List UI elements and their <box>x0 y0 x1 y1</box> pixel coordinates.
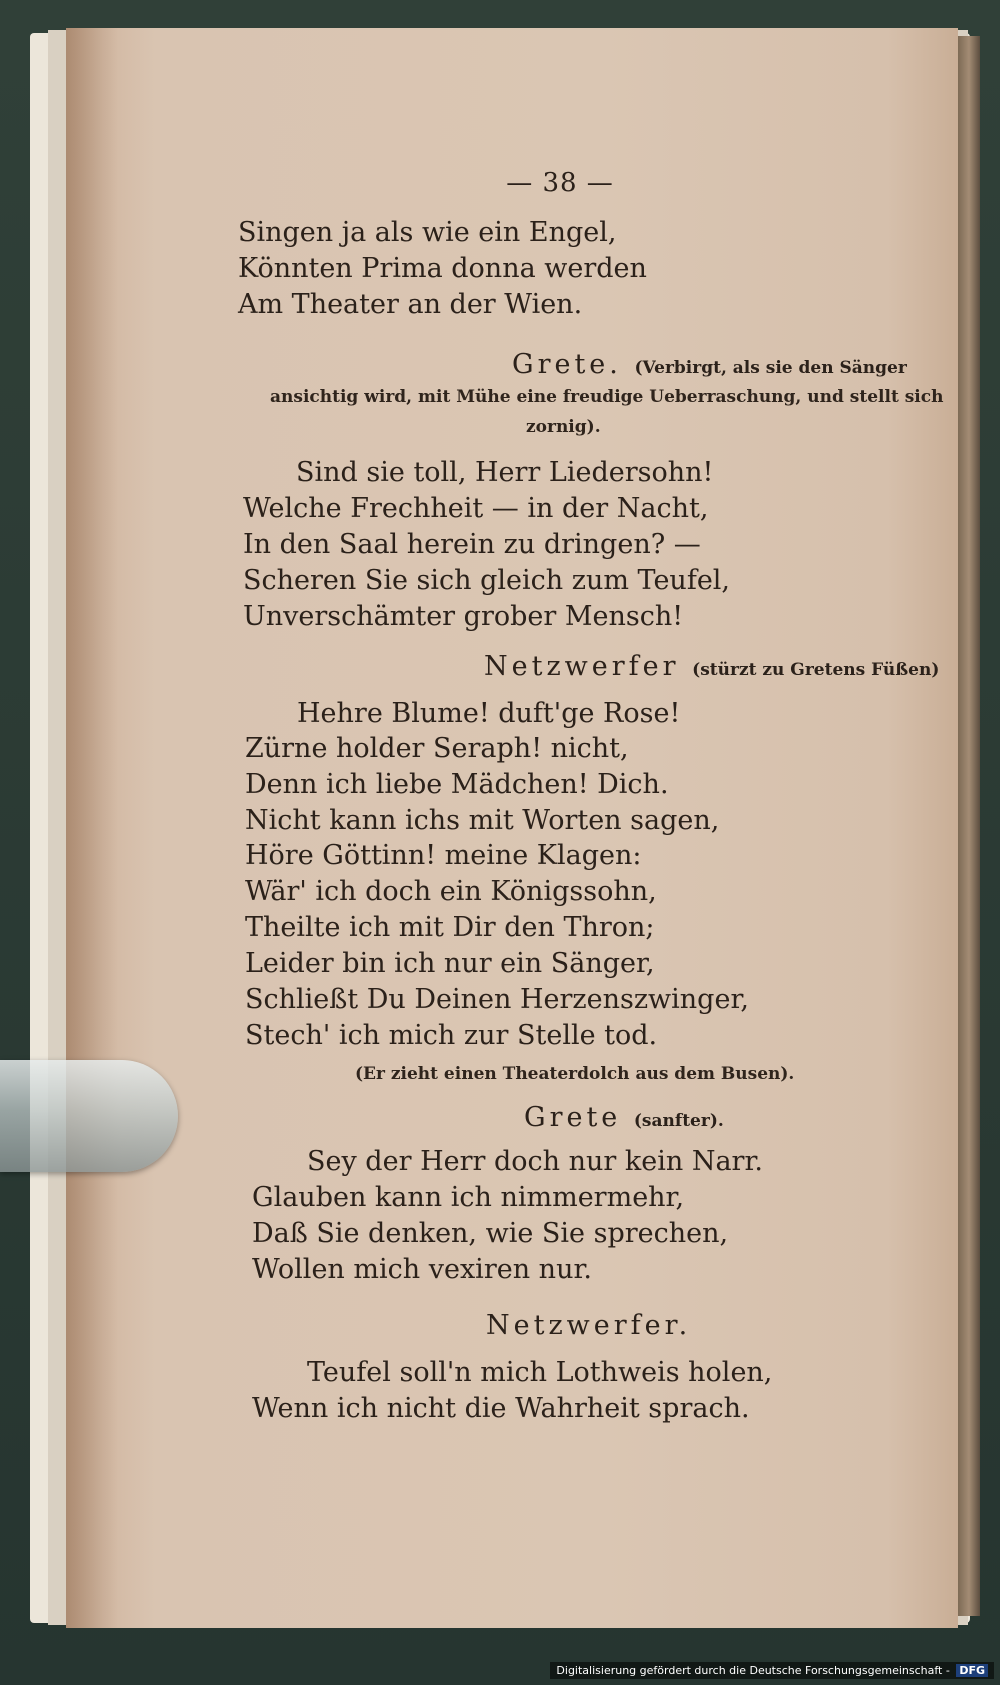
verse-line: Sey der Herr doch nur kein Narr. <box>307 1146 763 1177</box>
verse-line: Zürne holder Seraph! nicht, <box>245 733 629 764</box>
verse-line: Am Theater an der Wien. <box>238 289 583 320</box>
speaker-netzwerfer <box>484 651 939 682</box>
verse-line: Theilte ich mit Dir den Thron; <box>245 912 655 943</box>
verse-line: Unverschämter grober Mensch! <box>243 601 684 632</box>
verse-line: Sind sie toll, Herr Liedersohn! <box>296 457 714 488</box>
stage-direction: zornig). <box>526 417 601 437</box>
speaker-name: Netzwerfer <box>484 651 680 682</box>
stage-direction: ansichtig wird, mit Mühe eine freudige Ueberraschung, und stellt sich <box>270 387 944 407</box>
page-edge <box>958 36 980 1616</box>
verse-line: Daß Sie denken, wie Sie sprechen, <box>252 1218 729 1249</box>
verse-line: Leider bin ich nur ein Sänger, <box>245 948 655 979</box>
verse-line: Wär' ich doch ein Königssohn, <box>245 876 657 907</box>
verse-line: Glauben kann ich nimmermehr, <box>252 1182 685 1213</box>
speaker-grete <box>524 1102 724 1133</box>
page-number: — 38 — <box>506 168 614 198</box>
verse-line: Teufel soll'n mich Lothweis holen, <box>307 1357 773 1388</box>
speaker-netzwerfer <box>486 1310 691 1341</box>
verse-line: Welche Frechheit — in der Nacht, <box>243 493 709 524</box>
scanner-glass-clip <box>0 1060 178 1172</box>
verse-line: Wollen mich vexiren nur. <box>252 1254 592 1285</box>
verse-line: Höre Göttinn! meine Klagen: <box>245 840 642 871</box>
verse-line: Schließt Du Deinen Herzenszwinger, <box>245 984 749 1015</box>
speaker-name: Netzwerfer. <box>486 1310 692 1341</box>
dfg-logo: DFG <box>956 1664 988 1677</box>
speaker-grete <box>512 349 907 380</box>
verse-line: In den Saal herein zu dringen? — <box>243 529 701 560</box>
speaker-name: Grete <box>524 1102 622 1133</box>
stage-direction: (Verbirgt, als sie den Sänger <box>634 358 907 378</box>
stage-direction: (Er zieht einen Theaterdolch aus dem Busen). <box>355 1064 795 1084</box>
verse-line: Singen ja als wie ein Engel, <box>238 217 617 248</box>
verse-line: Scheren Sie sich gleich zum Teufel, <box>243 565 731 596</box>
footer-text: Digitalisierung gefördert durch die Deutsche Forschungsgemeinschaft - <box>556 1664 950 1677</box>
stage-direction: (sanfter). <box>633 1111 724 1131</box>
verse-line: Stech' ich mich zur Stelle tod. <box>245 1020 658 1051</box>
verse-line: Könnten Prima donna werden <box>238 253 647 284</box>
page-gutter-shadow <box>66 28 118 1628</box>
verse-line: Nicht kann ichs mit Worten sagen, <box>245 805 720 836</box>
stage-direction: (stürzt zu Gretens Füßen) <box>692 660 940 680</box>
verse-line: Wenn ich nicht die Wahrheit sprach. <box>252 1393 750 1424</box>
speaker-name: Grete. <box>512 349 622 380</box>
verse-line: Hehre Blume! duft'ge Rose! <box>297 698 681 729</box>
verse-line: Denn ich liebe Mädchen! Dich. <box>245 769 669 800</box>
digitization-footer <box>550 1662 994 1679</box>
